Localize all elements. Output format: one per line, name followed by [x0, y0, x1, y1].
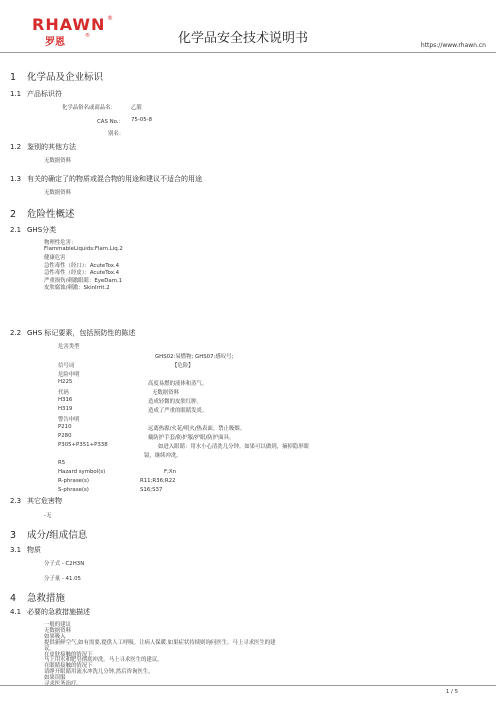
signal-word-value: 【危险】 — [172, 363, 194, 369]
r-phrase-value: R11;R36;R22 — [140, 478, 176, 484]
page-header — [0, 0, 496, 53]
subsection-2-3-title: 2.3 其它危害物 — [10, 497, 62, 505]
p280-text: 戴防护手套/防护服/护眼/防护面具。 — [148, 435, 235, 441]
logo-text-cn: 罗恩 — [45, 37, 65, 48]
document-title: 化学品安全技术说明书 — [178, 31, 309, 46]
first-aid-line: 寻求医务治疗。 — [44, 681, 82, 687]
code-text: 无数据资料 — [152, 390, 179, 396]
s-phrase-label: S-phrase(s) — [58, 487, 89, 493]
ghs-pictogram-codes: GHS02:易燃物; GHS07:感叹号; — [155, 354, 234, 360]
p280-code: P280 — [58, 433, 72, 439]
signal-word-label: 信号词 — [58, 363, 75, 369]
ghs-classification-line: 急性毒性（经皮）：AcuteTox.4 — [44, 270, 120, 276]
h225-text: 高度易燃的液体和蒸气。 — [148, 381, 208, 387]
company-logo — [32, 15, 113, 48]
first-aid-line: 在眼睛接触的情况下 — [44, 663, 93, 670]
first-aid-line: 请睁开眼睛用流水冲洗几分钟,然后咨询医生。 — [44, 669, 154, 676]
cas-label: CAS No.： — [97, 119, 124, 125]
first-aid-line: 一般的建议 — [44, 622, 71, 628]
product-name-value: 乙腈 — [131, 105, 142, 111]
subsection-1-2-title: 1.2 鉴别的其他方法 — [10, 143, 76, 151]
other-hazards-text: -无 — [44, 513, 52, 519]
p305-text: 如进入眼睛：用水小心清洗几分钟。如果可以做到，摘掉隐形眼 — [158, 444, 309, 450]
cas-value: 75-05-8 — [131, 117, 153, 123]
precaution-statement-label: 警告申明 — [58, 417, 80, 423]
subsection-1-1-title: 1.1 产品标识符 — [10, 90, 62, 98]
section-3-title: 3 成分/组成信息 — [10, 530, 88, 541]
section-2-title: 2 危险性概述 — [10, 209, 75, 220]
p305-text-cont: 镜，继续冲洗。 — [144, 453, 182, 459]
r-phrase-label: R-phrase(s) — [58, 478, 89, 484]
hazard-symbol-label: Hazard symbol(s) — [58, 469, 106, 475]
page-number: 1 / 5 — [445, 689, 458, 695]
ghs-classification-line: 物理性危害： — [44, 240, 77, 246]
ghs-classification-line: FlammableLiquids:Flam.Liq.2 — [44, 245, 123, 252]
molecular-weight: 分子量 - 41.05 — [44, 576, 81, 582]
p210-text: 远离热源/火花/明火/热表面。禁止吸烟。 — [148, 426, 246, 432]
ghs-classification-line: 严重损伤/刺激眼睛：EyeDam.1 — [44, 277, 123, 284]
hazard-type-label: 危害类型 — [58, 344, 80, 350]
section-1-title: 1 化学品及企业标识 — [10, 72, 104, 83]
h316-code: H316 — [58, 397, 73, 403]
first-aid-line: 议。 — [44, 645, 55, 652]
first-aid-line: 无数据资料 — [44, 627, 71, 634]
first-aid-line: 如果误服 — [44, 675, 66, 682]
first-aid-line: 如果吸入 — [44, 633, 66, 640]
h319-text: 造成了严重的眼睛发炎。 — [148, 408, 208, 414]
p210-code: P210 — [58, 424, 72, 430]
ghs-classification-line: 急性毒性（经口）：AcuteTox.4 — [44, 262, 120, 269]
code-label: 代码 — [58, 390, 69, 396]
website-url[interactable]: https://www.rhawn.cn — [420, 42, 486, 49]
section-4-title: 4 急救措施 — [10, 593, 66, 604]
h316-text: 造成轻微的皮肤红肿。 — [148, 399, 202, 405]
subsection-2-2-title: 2.2 GHS 标记要素，包括预防性的陈述 — [10, 329, 136, 337]
subsection-3-1-title: 3.1 物质 — [10, 546, 41, 554]
molecular-formula: 分子式 - C2H3N — [44, 561, 85, 567]
h319-code: H319 — [58, 406, 73, 412]
use-text: 无数据资料 — [44, 190, 71, 196]
ghs-classification-line: 皮肤腐蚀/刺激：SkinIrrit.2 — [44, 285, 110, 291]
other-identification-text: 无数据资料 — [44, 158, 71, 164]
footer-divider — [0, 685, 496, 686]
r5-label: R5 — [58, 460, 66, 466]
first-aid-line: 马上用水和肥皂彻底冲洗。马上寻求医生的建议。 — [44, 657, 163, 664]
subsection-1-3-title: 1.3 有关的确定了的物质或混合物的用途和建议不适合的用途 — [10, 175, 202, 183]
registered-mark-cn: ® — [85, 33, 90, 39]
hazard-symbol-value: F;Xn — [164, 469, 177, 475]
registered-mark: ® — [107, 15, 113, 22]
logo-text-en: RHAWN — [32, 15, 106, 34]
first-aid-line: 在皮肤接触的情况下 — [44, 651, 93, 658]
ghs-classification-line: 健康危害 — [44, 255, 66, 261]
s-phrase-value: S16;S37 — [140, 487, 163, 493]
alias-label: 别名： — [108, 131, 125, 137]
p305-code: P305+P351+P338 — [58, 442, 108, 448]
hazard-statement-label: 危险申明 — [58, 372, 80, 378]
first-aid-line: 提供新鲜空气,如有需要,提供人工呼吸。让病人保暖.如果症状持续则询问医生。马上寻求医生的建 — [44, 639, 276, 646]
subsection-4-1-title: 4.1 必要的急救措施描述 — [10, 608, 90, 616]
subsection-2-1-title: 2.1 GHS分类 — [10, 226, 57, 234]
h225-code: H225 — [58, 379, 73, 385]
product-name-label: 化学品俗名或商品名： — [62, 105, 116, 111]
